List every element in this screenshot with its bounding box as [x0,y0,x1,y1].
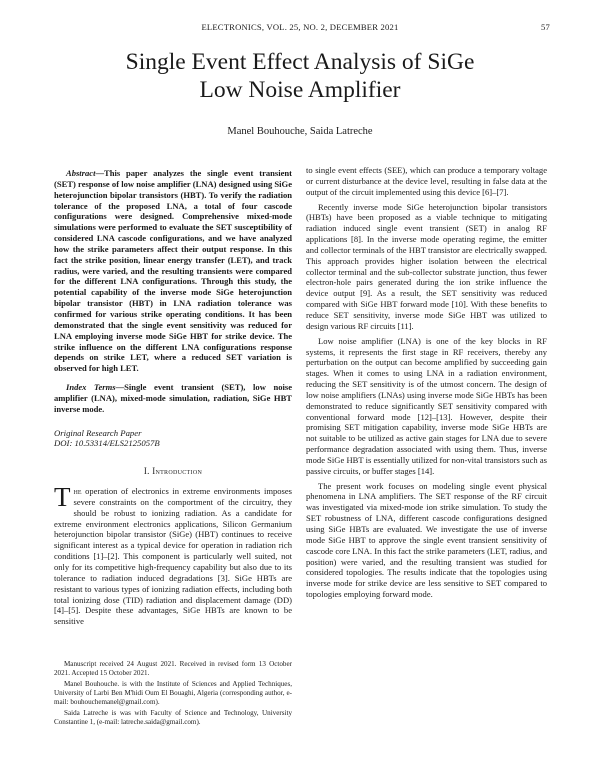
abstract-text: —This paper analyzes the single event transient (SET) response of low noise amplifier (LNA) designed using SiGe heterojunction bipolar transistors (HBT). To verify the radiation tolerance of the proposed LNA, a total of four cascode configurations were designed. Comprehensive mixed-mode simulations were performed to evaluate the SET susceptibility of considered LNA cascode configurations, and we have analyzed how the strike parameters affect their output response. In this fact the strike position, linear energy transfer (LET), and track radius, were varied, and the resulting transients were compared for the different LNA configurations. Through this study, the potential capability of the inverse mode SiGe heterojunction bipolar transistor (HBT) in LNA radiation tolerance was confirmed for various strike operating conditions. It has been demonstrated that the single event sensitivity was reduced for LNA employing inverse mode SiGe HBT for strike device. The strike influence on the different LNA configurations response depends on strike LET, where a reduced SET variation is observed for high LET. [54,168,292,374]
doi: DOI: 10.53314/ELS2125057B [54,438,160,449]
footnotes [54,660,292,727]
body-paragraph-2: Recently inverse mode SiGe heterojunction bipolar transistors (HBTs) have been proposed as a viable technique to mitigating radiation induced single event transient (SET) in analog RF applications [8]. In the inverse mode operating regime, the emitter and collector terminals of the HBT transistor are electrically swapped. This approach provides higher isolation between the electrical collector terminal and the sub-collector substrate junction, thus fewer electron-hole pairs generated during the ion strike influence the device output [9]. As a result, the SET sensitivity was reduced compared with SiGe HBT forward mode [10]. With these benefits to reduce SET sensitivity, inverse mode SiGe HBT was utilized to design various RF circuits [11]. [306,201,547,331]
footnote-author-1: Manel Bouhouche. is with the Institute of Sciences and Applied Techniques, University of Larbi Ben M'hidi Oum El Bouaghi, Algeria (corresponding author, e-mail: bouhouchemanel@gmail.com). [54,680,292,706]
left-column [54,168,292,627]
paper-type: Original Research Paper [54,427,142,438]
drop-cap: T [54,482,71,513]
right-column [306,165,547,600]
intro-lead: he [73,486,82,497]
index-terms-label: Index Terms [66,382,116,393]
title-line-1: Single Event Effect Analysis of SiGe [125,49,475,75]
intro-text: operation of electronics in extreme environments imposes severe constraints on the comportment of the circuitry, they should be robust to ionizing radiation. As a candidate for extreme environment electronics applications, Silicon Germanium heterojunction bipolar transistor (SiGe) (HBT) continues to receive significant interest as a typical device for operation in radiation rich conditions [1]–[2]. This component is particularly well suited, not only for its competitive high-frequency capability but also due to its tolerance to radiation induced degradations [3]. SiGe HBTs are resistant to various types of ionizing radiation effects, including both total ionizing dose (TID) radiation and displacement damage (DD) [4]–[5]. Despite these advantages, SiGe HBTs are known to be sensitive [54,486,292,627]
footnote-received: Manuscript received 24 August 2021. Received in revised form 13 October 2021. Accepted 15 October 2021. [54,660,292,677]
index-terms [54,382,292,415]
body-paragraph-1: to single event effects (SEE), which can produce a temporary voltage or current disturbance at the device level, resulting in false data at the output of the circuit implemented using this device [6]–[7]. [306,165,547,197]
index-terms-text: —Single event transient (SET), low noise amplifier (LNA), mixed-mode simulation, radiation, SiGe HBT inverse mode. [54,382,292,414]
page-number: 57 [541,22,550,32]
abstract-label: Abstract [66,168,96,178]
author-list: Manel Bouhouche, Saida Latreche [227,126,373,137]
intro-paragraph [54,482,292,627]
paper-title [40,48,560,104]
body-paragraph-3: Low noise amplifier (LNA) is one of the key blocks in RF systems, it represents the first stage in RF receivers, thereby any perturbation on the output can become amplified by succeeding gain stages. When it comes to using LNA in a radiation environment, reducing the SET sensitivity is of the utmost concern. The design of low noise amplifiers (LNAs) using inverse mode SiGe HBTs has been demonstrated to reduce significantly SET sensitivity compared with conventional forward mode [12]–[13]. However, despite their promising SET mitigation capability, inverse mode SiGe HBTs are not suitable to be utilized as active gain stages for LNA due to severe performance degradation associated with using them. Thus, inverse mode SiGe HBT is essentially utilized for non-vital transistors such as passive circuits, or buffer stages [14]. [306,335,547,476]
footnote-author-2: Saida Latreche is was with Faculty of Science and Technology, University Constantine 1, (e-mail: latreche.saida@gmail.com). [54,709,292,726]
journal-header: ELECTRONICS, VOL. 25, NO. 2, DECEMBER 2021 [201,22,399,32]
section-heading: I. Introduction [143,466,203,477]
title-line-2: Low Noise Amplifier [199,77,401,103]
abstract [54,168,292,374]
body-paragraph-4: The present work focuses on modeling single event physical phenomena in LNA amplifiers. The SET response of the RF circuit was investigated via mixed-mode ion strike simulation. To study the SET robustness of LNA, different cascode configurations designed using SiGe HBTs are evaluated. We investigate the use of inverse mode SiGe HBT to approve the single event transient sensitivity of cascode core LNA. In this fact the strike parameters (LET, radius, and position) were varied, and the resulting transient was studied for considered topologies. The results indicate that the topologies using inverse mode for strike device are less sensitive to SET compared to topologies employing forward mode. [306,480,547,600]
